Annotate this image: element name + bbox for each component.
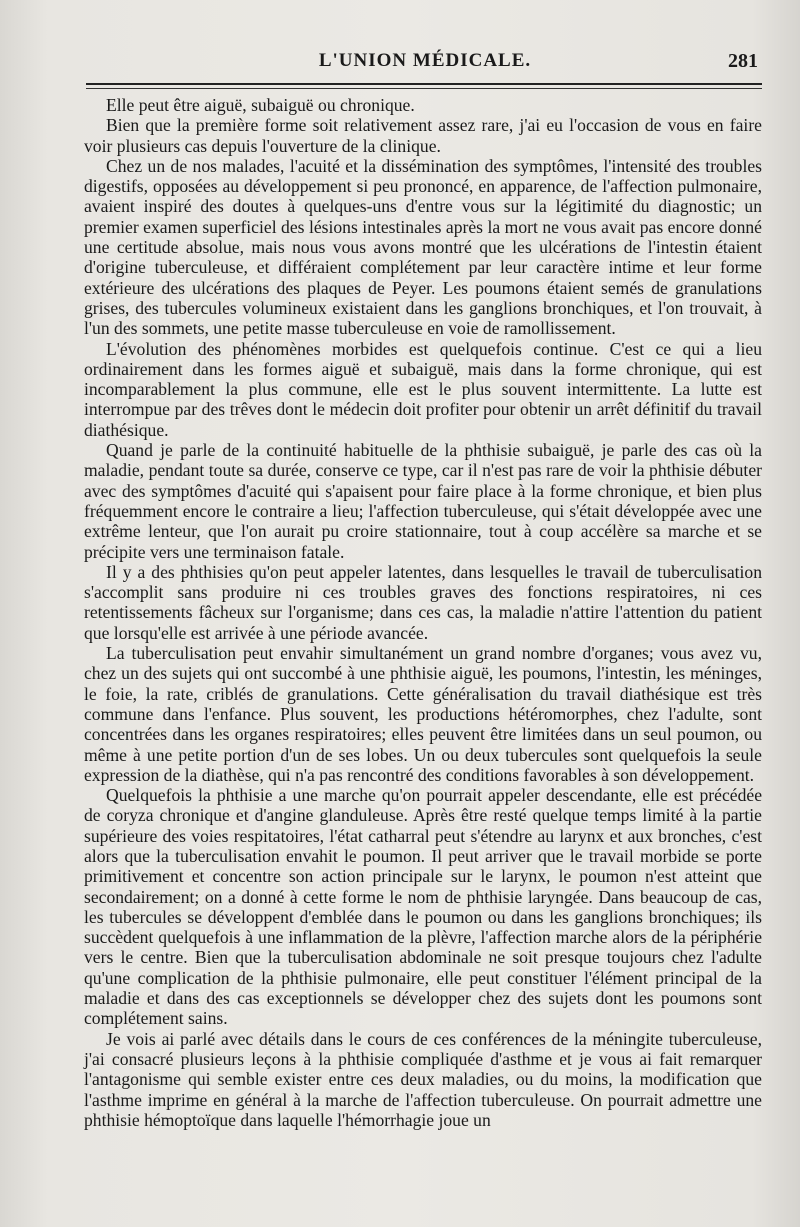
page-header: [86, 46, 764, 74]
paragraph: Chez un de nos malades, l'acuité et la dissémination des symptômes, l'intensité des troubles digestifs, opposées au développement si peu prononcé, en apparence, de l'affection pulmonaire, avaient inspiré des doutes à quelques-uns d'entre vous sur la légitimité du diagnostic; un premier examen superficiel des lésions intestinales après la mort ne vous avait pas encore donné une certitude absolue, mais nous vous avons montré que les ulcérations de l'intestin étaient d'origine tuberculeuse, et différaient complétement par leur caractère intime et leur forme extérieure des ulcérations des plaques de Peyer. Les poumons étaient semés de granulations grises, des tubercules volumineux existaient dans les ganglions bronchiques, et l'on trouvait, à l'un des sommets, une petite masse tuberculeuse en voie de ramollissement.: [84, 155, 762, 339]
paragraph: Il y a des phthisies qu'on peut appeler latentes, dans lesquelles le travail de tuberculisation s'accomplit sans produire ni ces troubles graves des fonctions respiratoires, ni ces retentissements fâcheux sur l'organisme; dans ces cas, la maladie n'attire l'attention du patient que lorsqu'elle est arrivée à une période avancée.: [84, 561, 762, 643]
header-rule: [86, 83, 762, 85]
body-text: [84, 95, 762, 1130]
paragraph: Je vois ai parlé avec détails dans le cours de ces conférences de la méningite tuberculeuse, j'ai consacré plusieurs leçons à la phthisie compliquée d'asthme et je vous ai fait remarquer l'antagonisme qui semble exister entre ces deux maladies, ou du moins, la modification que l'asthme imprime en général à la marche de l'affection tuberculeuse. On pourrait admettre une phthisie hémoptoïque dans laquelle l'hémorrhagie joue un: [84, 1028, 762, 1130]
paragraph: Bien que la première forme soit relativement assez rare, j'ai eu l'occasion de vous en faire voir plusieurs cas depuis l'ouverture de la clinique.: [84, 115, 762, 156]
paragraph: Elle peut être aiguë, subaiguë ou chronique.: [106, 95, 415, 115]
paragraph: Quelquefois la phthisie a une marche qu'on pourrait appeler descendante, elle est précédée de coryza chronique et d'angine glanduleuse. Après être resté quelque temps limité à la partie supérieure des voies respitatoires, l'état catharral peut s'étendre au larynx et aux bronches, c'est alors que la tuberculisation envahit le poumon. Il peut arriver que le travail morbide se porte primitivement et concentre son action principale sur le larynx, le poumon n'est atteint que secondairement; on a donné à cette forme le nom de phthisie laryngée. Dans beaucoup de cas, les tubercules se développent d'emblée dans le poumon ou dans les ganglions bronchiques; ils succèdent quelquefois à une inflammation de la plèvre, l'affection marche alors de la périphérie vers le centre. Bien que la tuberculisation abdominale ne soit presque toujours chez l'adulte qu'une complication de la phthisie pulmonaire, elle peut constituer l'élément principal de la maladie et dans des cas exceptionnels se développer chez des sujets dont les poumons sont complétement sains.: [84, 785, 762, 1029]
header-rule-thin: [86, 88, 762, 89]
paragraph: L'évolution des phénomènes morbides est quelquefois continue. C'est ce qui a lieu ordinairement dans les formes aiguë et subaiguë, mais dans la forme chronique, qui est incomparablement la plus commune, elle est le plus souvent intermittente. La lutte est interrompue par des trêves dont le médecin doit profiter pour obtenir un arrêt définitif du travail diathésique.: [84, 338, 762, 440]
running-title: L'UNION MÉDICALE.: [318, 50, 532, 71]
paragraph: La tuberculisation peut envahir simultanément un grand nombre d'organes; vous avez vu, chez un des sujets qui ont succombé à une phthisie aiguë, les poumons, l'intestin, les méninges, le foie, la rate, criblés de granulations. Cette généralisation du travail diathésique est très commune dans l'enfance. Plus souvent, les productions hétéromorphes, chez l'adulte, sont concentrées dans les organes respiratoires; elles peuvent être limitées dans un seul poumon, ou même à une petite portion d'un de ses lobes. Un ou deux tubercules sont quelquefois la seule expression de la diathèse, qui n'a pas rencontré des conditions favorables à son développement.: [84, 643, 762, 785]
paragraph: Quand je parle de la continuité habituelle de la phthisie subaiguë, je parle des cas où la maladie, pendant toute sa durée, conserve ce type, car il n'est pas rare de voir la phthisie débuter avec des symptômes d'acuité qui s'apaisent pour faire place à la forme chronique, et bien plus fréquemment encore le contraire a lieu; l'affection tuberculeuse, qui s'était développée avec une extrême lenteur, que l'on aurait pu croire stationnaire, tout à coup accélère sa marche et se précipite vers une terminaison fatale.: [84, 440, 762, 562]
page-number: 281: [728, 50, 758, 72]
